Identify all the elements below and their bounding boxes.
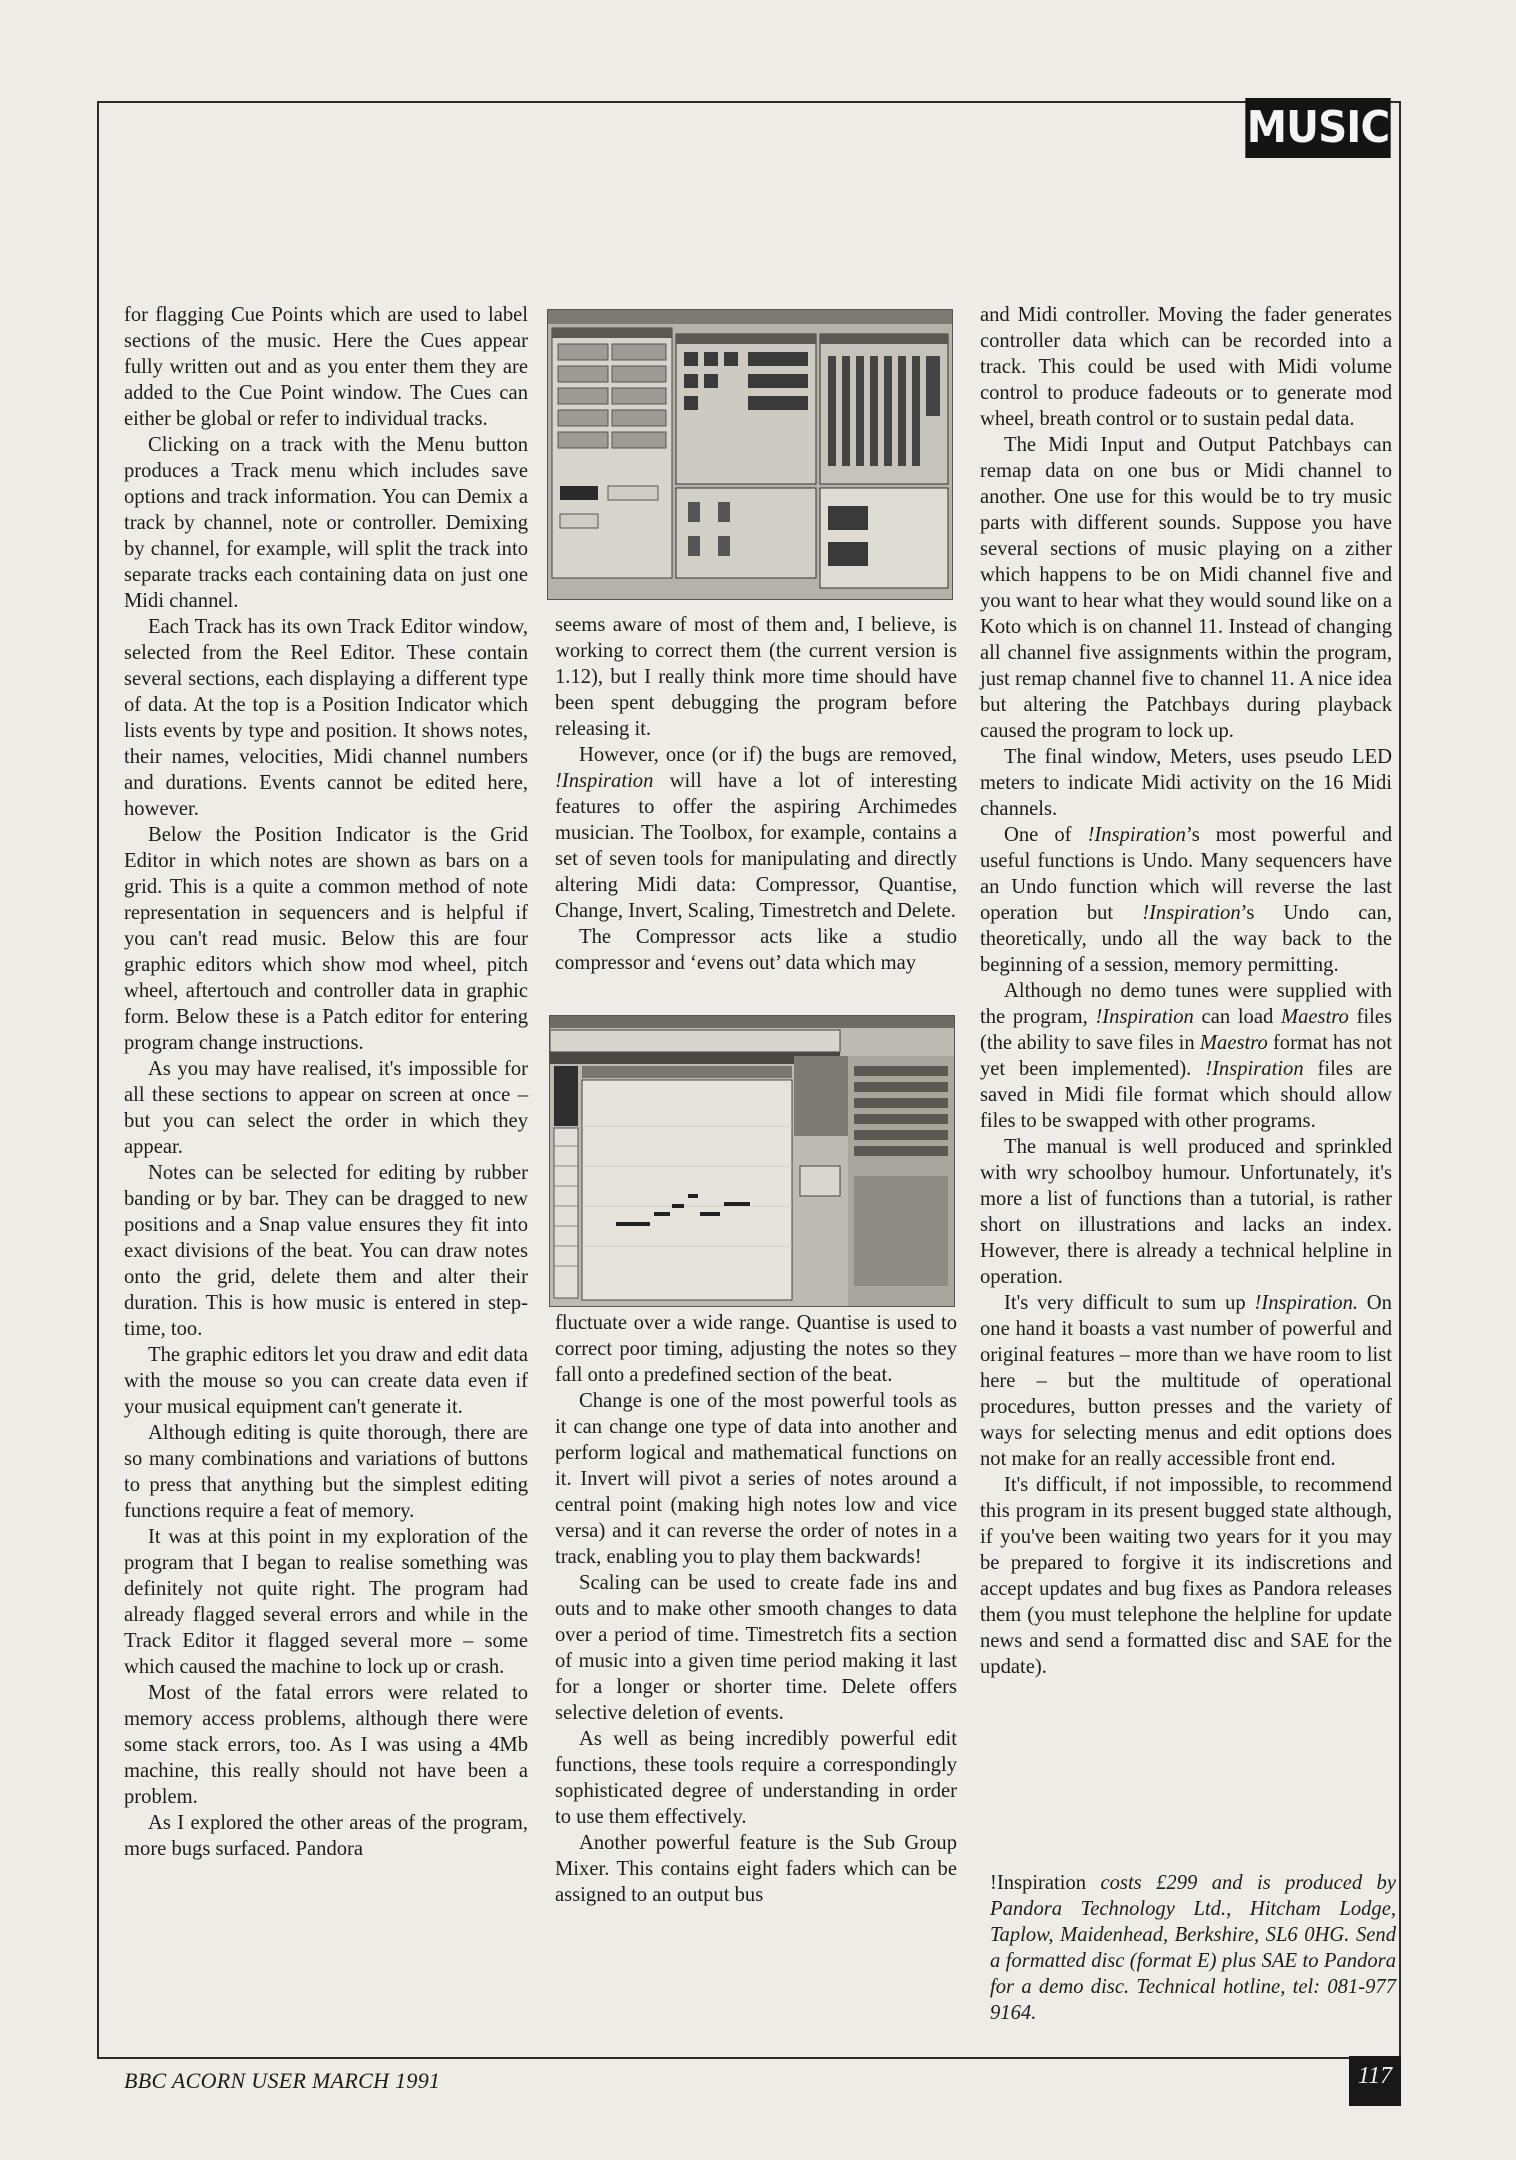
paragraph (980, 1290, 1392, 1472)
paragraph: It was at this point in my exploration of the program that I began to realise something was definitely not quite right. The program had already flagged several errors and while in the Track Editor it flagged several more – some which caused the machine to lock up or crash. (124, 1526, 528, 1678)
paragraph: Most of the fatal errors were related to memory access problems, although there were some stack errors, too. As I was using a 4Mb machine, this really should not have been a problem. (124, 1682, 528, 1808)
paragraph: The Midi Input and Output Patchbays can remap data on one bus or Midi channel to another. One use for this would be to try music parts with different sounds. Suppose you have several sections of music playing on a zither which happens to be on Midi channel five and you want to hear what they would sound like on a Koto which is on channel 11. Instead of changing all channel five assignments within the program, just remap channel five to channel 11. A nice idea but altering the Patchbays during playback caused the program to lock up. (980, 434, 1392, 742)
screenshot-track-editor (549, 1015, 955, 1307)
text-run: will have a lot of interesting features to offer the aspiring Archimedes musician. The Toolbox, for example, contains a set of seven tools for manipulating and directly altering Midi data: Compressor, Quantise, Change, Invert, Scaling, Timestretch and Delete. (555, 770, 957, 922)
paragraph: It's difficult, if not impossible, to recommend this program in its present bugged state although, if you've been waiting two years for it you may be prepared to forgive it its indiscretions and accept updates and bug fixes as Pandora releases them (you must telephone the helpline for update news and send a formatted disc and SAE for the update). (980, 1474, 1392, 1678)
paragraph (980, 978, 1392, 1134)
product-credits (990, 1870, 1396, 2026)
paragraph: Clicking on a track with the Menu button produces a Track menu which includes save options and track information. You can Demix a track by channel, note or controller. Demixing by channel, for example, will split the track into separate tracks each containing data on just one Midi channel. (124, 434, 528, 612)
product-name: !Inspiration (1087, 824, 1186, 846)
credits-text: costs £299 and is produced by Pandora Technology Ltd., Hitcham Lodge, Taplow, Maidenhead, Berkshire, SL6 0HG. Send a formatted disc (format E) plus SAE to Pandora for a demo disc. Technical hotline, tel: 081-977 9164. (990, 1872, 1396, 2024)
paragraph: As well as being incredibly powerful edit functions, these tools require a correspondingly sophisticated degree of understanding in order to use them effectively. (555, 1728, 957, 1828)
paragraph: seems aware of most of them and, I believe, is working to correct them (the current version is 1.12), but I really think more time should have been spent debugging the program before releasing it. (555, 614, 957, 740)
column-2-bottom (555, 1310, 957, 1908)
paragraph: As I explored the other areas of the program, more bugs surfaced. Pandora (124, 1812, 528, 1860)
product-name: Maestro (1199, 1032, 1268, 1054)
product-name: !Inspiration. (1254, 1292, 1359, 1314)
section-label: MUSIC (1245, 98, 1390, 158)
text-run: files (the ability to save files in (980, 1006, 1392, 1054)
screenshot-mixer-windows (547, 309, 953, 600)
paragraph: for flagging Cue Points which are used to label sections of the music. Here the Cues appear fully written out and as you enter them they are added to the Cue Point window. The Cues can either be global or refer to individual tracks. (124, 304, 528, 430)
text-run: ’s Undo can, theoretically, undo all the way back to the beginning of a session, memory permitting. (980, 902, 1392, 976)
paragraph: Each Track has its own Track Editor window, selected from the Reel Editor. These contain several sections, each displaying a different type of data. At the top is a Position Indicator which lists events by type and position. It shows notes, their names, velocities, Midi channel numbers and durations. Events cannot be edited here, however. (124, 616, 528, 820)
paragraph: Notes can be selected for editing by rubber banding or by bar. They can be dragged to new positions and a Snap value ensures they fit into exact divisions of the beat. You can draw notes onto the grid, delete them and alter their duration. This is how music is entered in step-time, too. (124, 1162, 528, 1340)
paragraph (980, 822, 1392, 978)
screenshot-editor-graphic (550, 1016, 954, 1306)
text-run: ’s most powerful and useful functions is Undo. Many sequencers have an Undo function which will reverse the last operation but (980, 824, 1393, 924)
paragraph: The manual is well produced and sprinkled with wry schoolboy humour. Unfortunately, it's more a list of functions than a tutorial, is rather short on illustrations and lacks an index. However, there is already a technical helpline in operation. (980, 1136, 1392, 1288)
product-name: !Inspiration (555, 770, 654, 792)
paragraph: Change is one of the most powerful tools as it can change one type of data into another and perform logical and mathematical functions on it. Invert will pivot a series of notes around a central point (making high notes low and vice versa) and it can reverse the order of notes in a track, enabling you to play them backwards! (555, 1390, 957, 1568)
paragraph: As you may have realised, it's impossible for all these sections to appear on screen at once – but you can select the order in which they appear. (124, 1058, 528, 1158)
text-run: However, once (or if) the bugs are removed, (579, 744, 957, 766)
page-number: 117 (1349, 2056, 1401, 2106)
paragraph: The graphic editors let you draw and edit data with the mouse so you can create data even if your musical equipment can't generate it. (124, 1344, 528, 1418)
paragraph: The final window, Meters, uses pseudo LED meters to indicate Midi activity on the 16 Midi channels. (980, 746, 1392, 820)
paragraph: fluctuate over a wide range. Quantise is used to correct poor timing, adjusting the notes so they fall onto a predefined section of the beat. (555, 1312, 957, 1386)
text-run: One of (1004, 824, 1088, 846)
paragraph (555, 742, 957, 924)
product-name: Maestro (1280, 1006, 1349, 1028)
text-run: Although no demo tunes were supplied with the program, (980, 980, 1392, 1028)
product-name: !Inspiration (1142, 902, 1241, 924)
screenshot-mixer-graphic (548, 310, 952, 599)
text-run: On one hand it boasts a vast number of powerful and original features – more than we have room to list here – but the multitude of operational procedures, button presses and the variety of ways for selecting menus and edit options does not make for an really accessible front end. (980, 1292, 1392, 1470)
publication-footer: BBC ACORN USER MARCH 1991 (124, 2068, 441, 2093)
paragraph: and Midi controller. Moving the fader generates controller data which can be recorded into a track. This could be used with Midi volume control to produce fadeouts or to generate mod wheel, breath control or to sustain pedal data. (980, 304, 1392, 430)
product-name: !Inspiration (1095, 1006, 1194, 1028)
column-2-top (555, 612, 957, 976)
paragraph: Another powerful feature is the Sub Group Mixer. This contains eight faders which can be assigned to an output bus (555, 1832, 957, 1906)
product-name: !Inspiration (1205, 1058, 1304, 1080)
column-1 (124, 302, 528, 1862)
paragraph: Scaling can be used to create fade ins and outs and to make other smooth changes to data over a period of time. Timestretch fits a section of music into a given time period making it last for a longer or shorter time. Delete offers selective deletion of events. (555, 1572, 957, 1724)
text-run: It's very difficult to sum up (1004, 1292, 1255, 1314)
paragraph: The Compressor acts like a studio compressor and ‘evens out’ data which may (555, 926, 957, 974)
text-run: can load (1193, 1006, 1281, 1028)
paragraph: Below the Position Indicator is the Grid Editor in which notes are shown as bars on a grid. This is a quite a common method of note representation in sequencers and is helpful if you can't read music. Below this are four graphic editors which show mod wheel, pitch wheel, aftertouch and controller data in graphic form. Below these is a Patch editor for entering program change instructions. (124, 824, 528, 1054)
column-3 (980, 302, 1392, 1680)
paragraph: Although editing is quite thorough, there are so many combinations and variations of buttons to press that anything but the simplest editing functions require a feat of memory. (124, 1422, 528, 1522)
text-run: format has not yet been implemented). (980, 1032, 1392, 1080)
product-name: !Inspiration (990, 1872, 1087, 1894)
text-run: files are saved in Midi file format which should allow files to be swapped with other programs. (980, 1058, 1392, 1132)
